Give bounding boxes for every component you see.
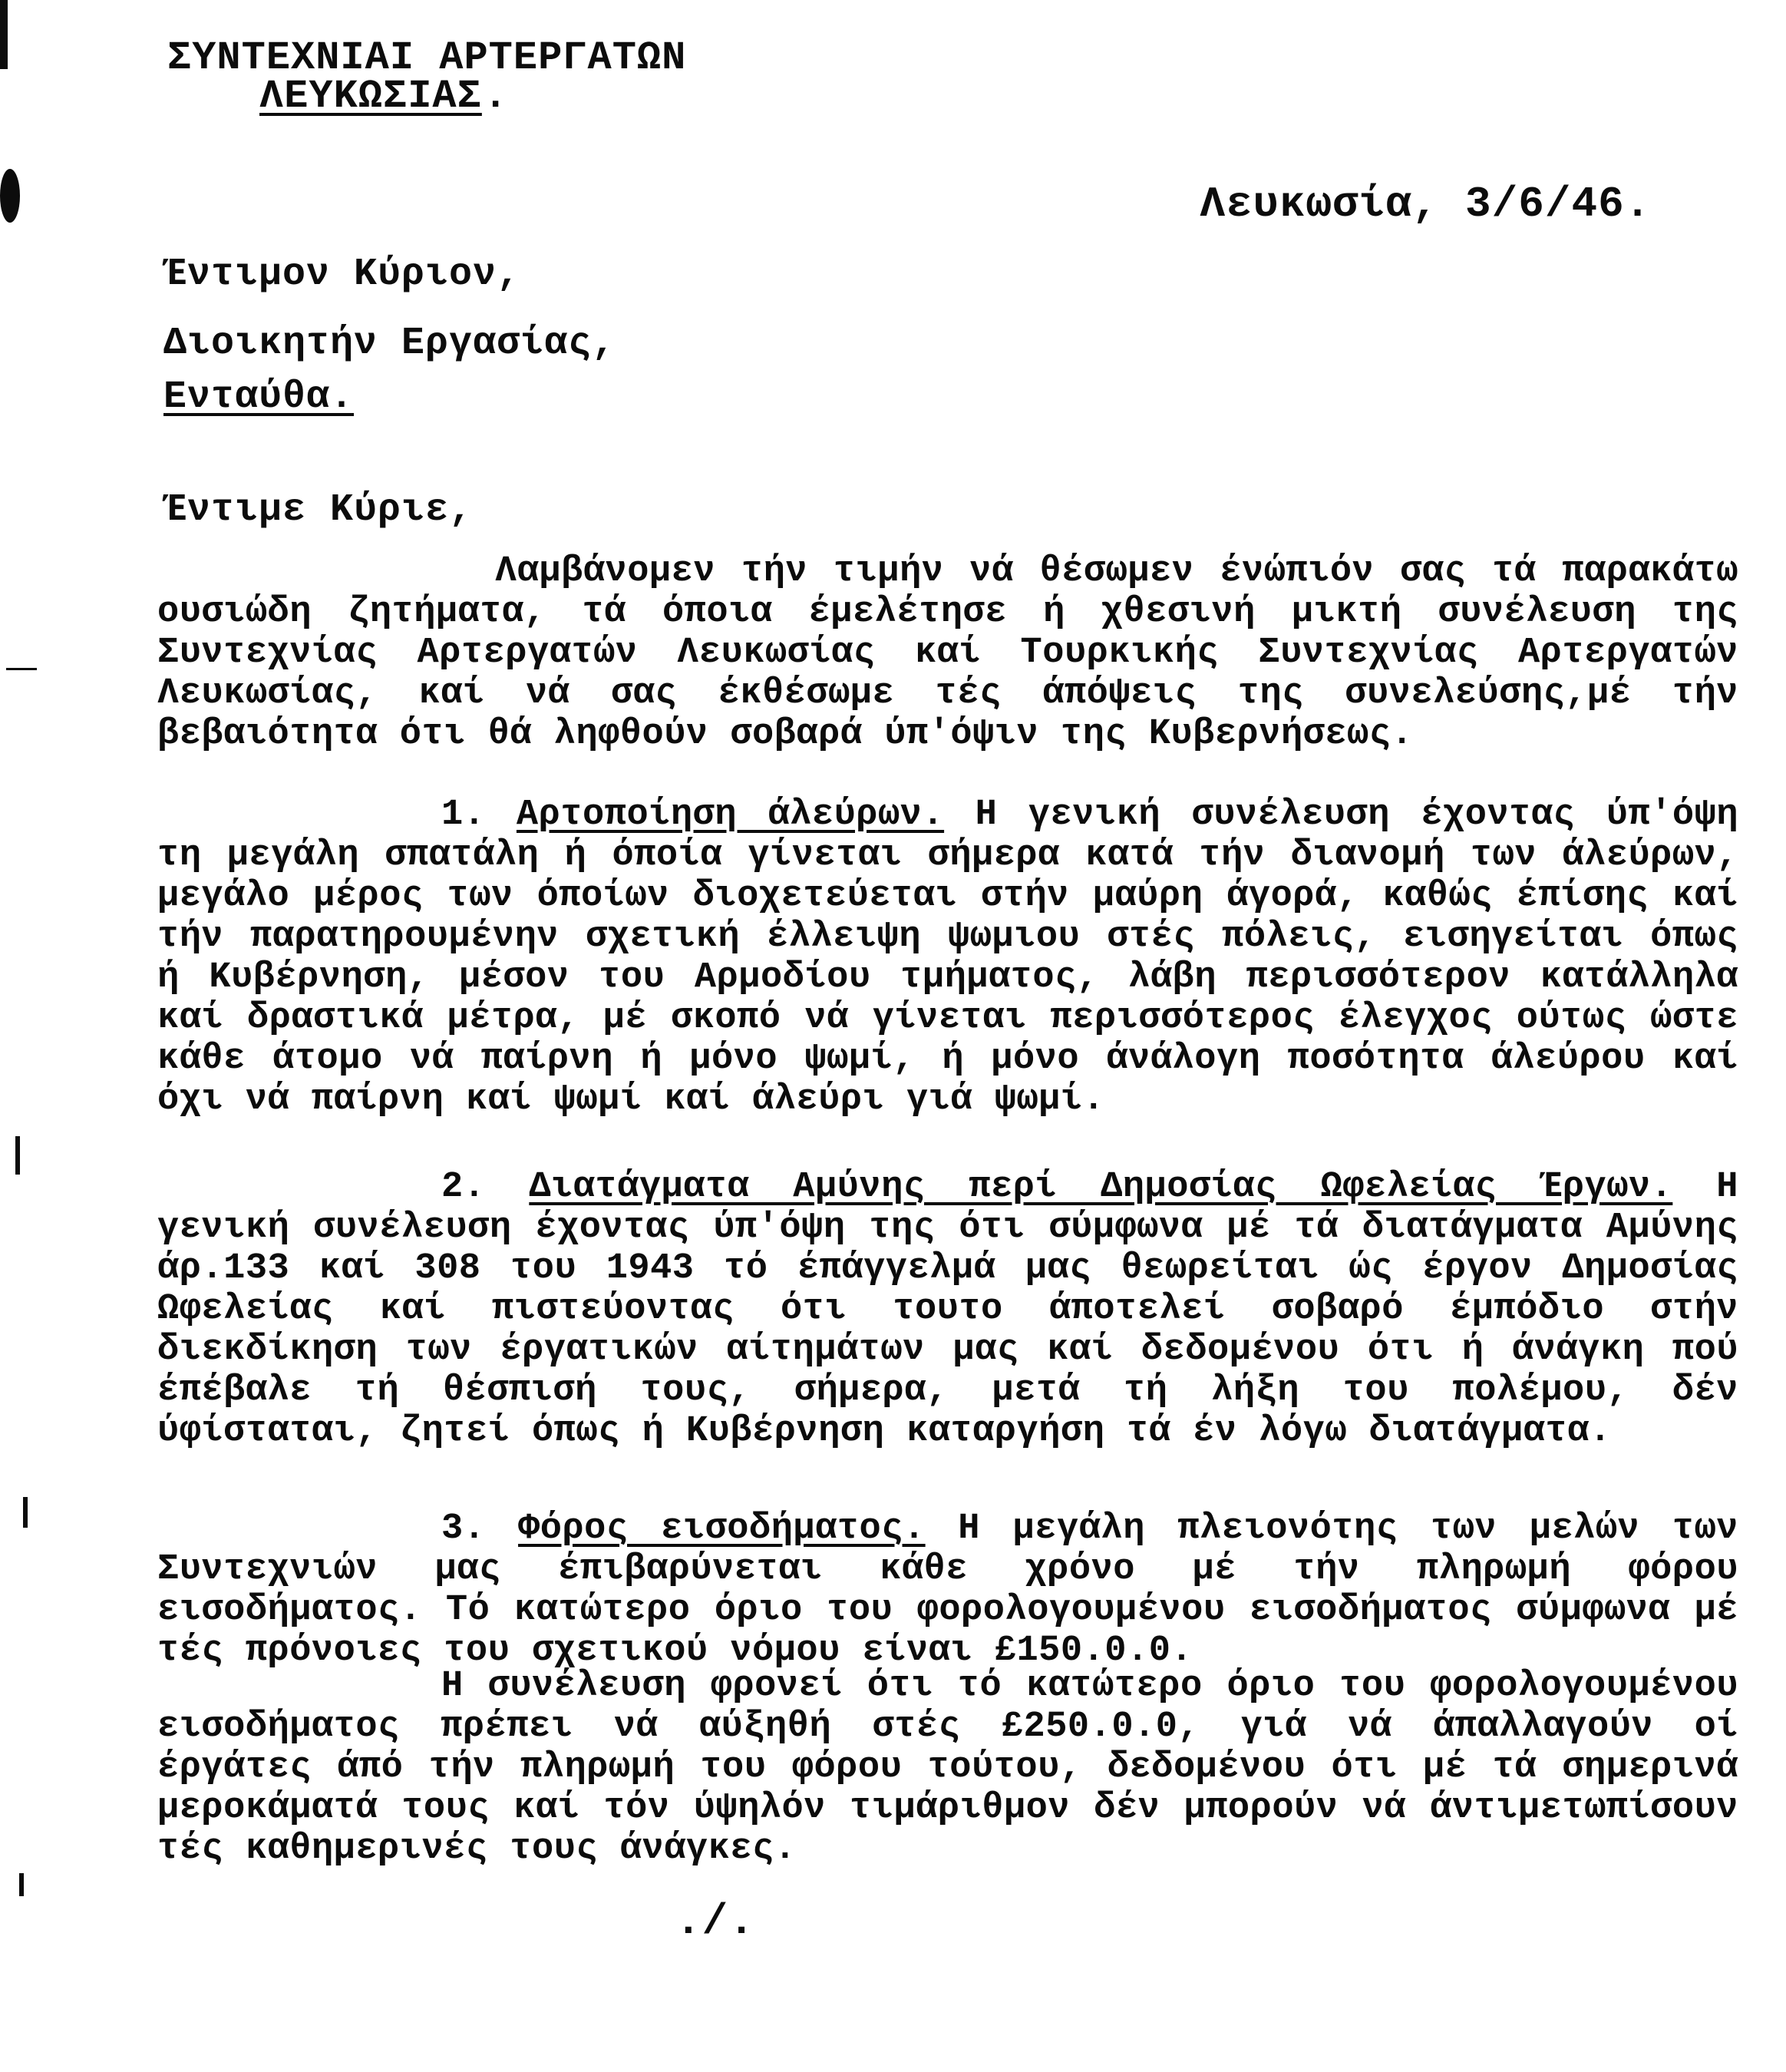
- scan-artifact: [19, 1873, 24, 1896]
- scan-artifact: [0, 169, 20, 223]
- address-line3: Ενταύθα.: [163, 375, 355, 419]
- section-1: [157, 795, 1738, 1120]
- salutation: Έντιμε Κύριε,: [163, 488, 474, 532]
- section-2: [157, 1167, 1738, 1452]
- section-text: Η γενική συνέλευση έχοντας ύπ'όψη της ότι σύμφωνα μέ τά διατάγματα Αμύνης άρ.133 καί 308 του 1943 τό έπάγγελμά μας θεωρείται ώς έργον Δημοσίας Ωφελείας καί πιστεύοντας ότι τουτο άποτελεί σοβαρό έμπόδιο στήν διεκδίκηση των έργατικών αίτημάτων μας καί δεδομένου ότι ή άνάγκη πού έπέβαλε τή θέσπισή τους, σήμερα, μετά τή λήξη του πολέμου, δέν ύφίσταται, ζητεί όπως ή Κυβέρνηση καταργήση τά έν λόγω διατάγματα.: [157, 1167, 1738, 1452]
- section-3-continued: [157, 1666, 1738, 1869]
- scan-artifact: [6, 668, 37, 670]
- section-number: 3.: [441, 1509, 486, 1549]
- address-line1: Έντιμον Κύριον,: [163, 253, 521, 296]
- scan-artifact: [23, 1497, 28, 1528]
- section-text-2: Η συνέλευση φρονεί ότι τό κατώτερο όριο του φορολογουμένου εισοδήματος πρέπει νά αύξηθή στές £250.0.0, γιά νά άπαλλαγούν οί έργάτες άπό τήν πληρωμή του φόρου τούτου, δεδομένου ότι μέ τά σημερινά μεροκάματά τους καί τόν ύψηλόν τιμάριθμον δέν μπορούν νά άντιμετωπίσουν τές καθημερινές τους άνάγκες.: [157, 1666, 1738, 1869]
- section-heading: Αρτοποίηση άλεύρων.: [516, 795, 945, 835]
- scan-artifact: [0, 0, 8, 69]
- section-heading: Φόρος εισοδήματος.: [518, 1509, 926, 1549]
- section-text: Η γενική συνέλευση έχοντας ύπ'όψη τη μεγάλη σπατάλη ή όποία γίνεται σήμερα κατά τήν διανομή των άλεύρων, μεγάλο μέρος των όποίων διοχετεύεται στήν μαύρη άγορά, καθώς έπίσης καί τήν παρατηρουμένην σχετική έλλειψη ψωμιου στές πόλεις, εισηγείται όπως ή Κυβέρνηση, μέσον του Αρμοδίου τμήματος, λάβη περισσότερον κατάλληλα καί δραστικά μέτρα, μέ σκοπό νά γίνεται περισσότερος έλεγχος ούτως ώστε κάθε άτομο νά παίρνη ή μόνο ψωμί, ή μόνο άνάλογη ποσότητα άλεύρου καί όχι νά παίρνη καί ψωμί καί άλεύρι γιά ψωμί.: [157, 795, 1738, 1120]
- letterhead-line2: ΛΕΥΚΩΣΙΑΣ: [259, 74, 482, 119]
- dateline: Λευκωσία, 3/6/46.: [1200, 180, 1652, 229]
- continuation-mark: ./.: [675, 1897, 755, 1946]
- section-text: Η μεγάλη πλειονότης των μελών των Συντεχνιών μας έπιβαρύνεται κάθε χρόνο μέ τήν πληρωμή φόρου εισοδήματος. Τό κατώτερο όριο του φορολογουμένου εισοδήματος σύμφωνα μέ τές πρόνοιες του σχετικού νόμου είναι £150.0.0.: [157, 1509, 1738, 1671]
- letterhead-line1: ΣΥΝΤΕΧΝΙΑΙ ΑΡΤΕΡΓΑΤΩΝ: [167, 35, 687, 81]
- section-3: [157, 1509, 1738, 1671]
- section-heading: Διατάγματα Αμύνης περί Δημοσίας Ωφελείας Έργων.: [529, 1167, 1673, 1208]
- section-number: 1.: [441, 795, 486, 835]
- scan-artifact: [15, 1136, 20, 1175]
- intro-text: Λαμβάνομεν τήν τιμήν νά θέσωμεν ένώπιόν σας τά παρακάτω ουσιώδη ζητήματα, τά όποια έμελέτησε ή χθεσινή μικτή συνέλευση της Συντεχνίας Αρτεργατών Λευκωσίας καί Τουρκικής Συντεχνίας Αρτεργατών Λευκωσίας, καί νά σας έκθέσωμε τές άπόψεις της συνελεύσης,μέ τήν βεβαιότητα ότι θά ληφθούν σοβαρά ύπ'όψιν της Κυβερνήσεως.: [157, 551, 1738, 755]
- letterhead-period: .: [484, 74, 509, 119]
- intro-paragraph: [157, 551, 1738, 755]
- section-number: 2.: [441, 1167, 486, 1208]
- address-line2: Διοικητήν Εργασίας,: [163, 322, 616, 365]
